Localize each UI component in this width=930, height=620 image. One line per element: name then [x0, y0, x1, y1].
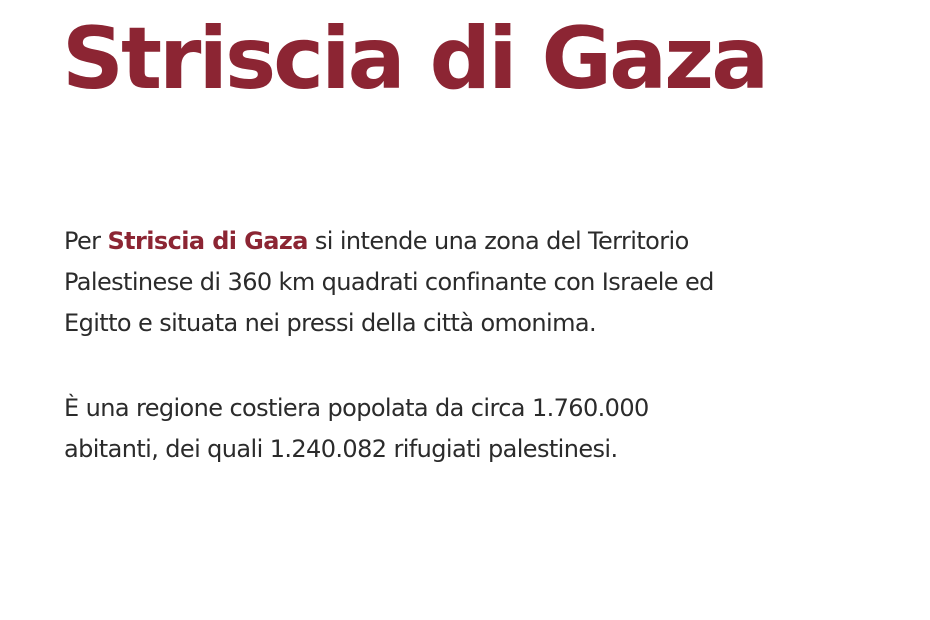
population-line-2: abitanti, dei quali 1.240.082 rifugiati palestinesi.	[64, 435, 618, 463]
intro-line-3: Egitto e situata nei pressi della città omonima.	[64, 309, 596, 337]
intro-suffix: si intende una zona del Territorio	[307, 227, 689, 255]
page-title: Striscia di Gaza	[62, 9, 767, 109]
intro-line-2: Palestinese di 360 km quadrati confinante con Israele ed	[64, 268, 714, 296]
population-line-1: È una regione costiera popolata da circa 1.760.000	[64, 394, 649, 422]
highlighted-term: Striscia di Gaza	[107, 227, 308, 255]
intro-paragraph	[64, 221, 864, 344]
intro-line-1	[64, 227, 689, 255]
intro-prefix: Per	[64, 227, 108, 255]
population-paragraph	[64, 388, 864, 470]
